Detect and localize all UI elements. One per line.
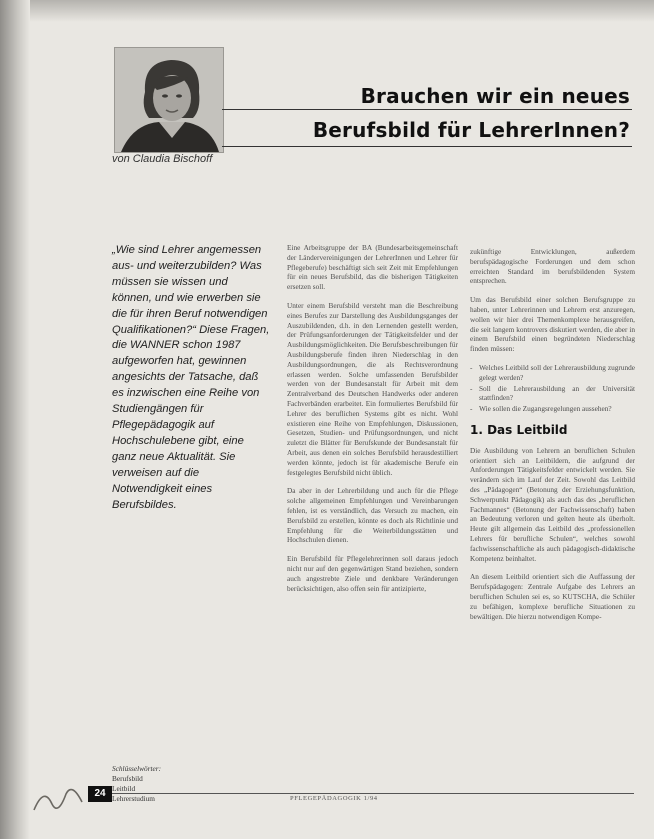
list-item: - Soll die Lehrerausbildung an der Universität stattfinden?: [470, 384, 635, 404]
paragraph: Eine Arbeitsgruppe der BA (Bundesarbeitsgemeinschaft der Ländervereinigungen der LehrerInnen und Lehrer für Pflegeberufe) beschäftigt sich seit Zeit mit Empfehlungen für ein neues Berufsbild, das die bisherigen Tätigkeiten ersetzen soll.: [287, 243, 458, 292]
handwritten-mark: [30, 780, 90, 820]
paragraph: Da aber in der Lehrerbildung und auch für die Pflege solche allgemeinen Empfehlungen und Vereinbarungen fehlen, ist es verständlich, das Versuch zu machen, ein Berufsbild zu erstellen, könnte es doch als Richtlinie und Empfehlung für die Weiterbildungsstätten und Hochschulen dienen.: [287, 486, 458, 545]
keywords-label: Schlüsselwörter:: [112, 764, 162, 773]
paragraph: Ein Berufsbild für Pflegelehrerinnen soll daraus jedoch nicht nur auf den gegenwärtigen Stand beziehen, sondern auch angestrebte Ziele und denkbare Veränderungen berücksichtigen, also offen sein für antizipierte,: [287, 554, 458, 593]
author-photo: [114, 47, 224, 153]
article-title-line2: Berufsbild für LehrerInnen?: [312, 118, 630, 142]
author-byline: von Claudia Bischoff: [112, 153, 213, 165]
title-underline-1: [222, 109, 632, 110]
paragraph: An diesem Leitbild orientiert sich die Auffassung der Berufspädagogen: Zentrale Aufgabe des Lehrers an beruflichen Schulen sei es, so KUTSCHA, die Schüler zu befähigen, komplexe berufliche Situationen zu bewältigen. Die hierzu notwendigen Kompe-: [470, 572, 635, 621]
keywords-box: [112, 764, 161, 804]
paragraph: Unter einem Berufsbild versteht man die Beschreibung eines Berufes zur Darstellung des Ausbildungsganges der Auszubildenden, d.h. in den Lernenden gestellt werden, der Prüfungsanforderungen der Tätigkeitsfelder und der Ausbildungsmöglichkeiten. Die Berufsbeschreibungen für Ausbildungsberufe finden ihren Niederschlag in den Ausbildungsordnungen, die als Rechtsverordnung erlassen werden. Solche umfassenden Berufsbilder werden von der Bundesanstalt für Arbeit mit dem Zentralverband des Deutschen Handwerks oder anderen Fachverbänden erarbeitet. Ein formuliertes Berufsbild für Lehrer des beruflichen Systems gibt es nicht. Wohl existieren eine Reihe von Empfehlungen, Diskussionen, Gesetzen, Studien- und Prüfungsordnungen, und nicht zuletzt die Blätter für Berufskunde der Bundesanstalt für Arbeit, aus denen ein solches Berufsbild herausdestilliert werden könnte, jedoch ist für akademische Berufe ein festgelegtes Berufsbild nicht üblich.: [287, 300, 458, 477]
text-column-2: [287, 243, 458, 602]
list-item: - Welches Leitbild soll der Lehrerausbildung zugrunde gelegt werden?: [470, 363, 635, 383]
journal-footer: PFLEGEPÄDAGOGIK 1/94: [290, 795, 378, 802]
paragraph: Die Ausbildung von Lehrern an beruflichen Schulen orientiert sich an Leitbildern, die aufgrund der Anforderungen Tätigkeitsfelder entwickelt werden. Sie verändern sich im Lauf der Zeit. Sowohl das Leitbild des „Pädagogen“ (Betonung der Erziehungsfunktion, Schwerpunkt Pädagogik) als auch das des „beruflichen Fachmannes“ (Betonung der Fachwissenschaft) haben an Bedeutung verloren und gelten heute als überholt. Heute gilt allgemein das Leitbild des „professionellen Lehrers für berufliche Schulen“, welches sowohl fachwissenschaftliche als auch pädagogisch-didaktische Kompetenz beinhaltet.: [470, 445, 635, 563]
section-heading: 1. Das Leitbild: [470, 422, 568, 437]
list-item: - Wie sollen die Zugangsregelungen aussehen?: [470, 404, 635, 414]
scan-top-shadow: [0, 0, 654, 22]
paragraph: zukünftige Entwicklungen, außerdem berufspädagogische Forderungen und dem schon erreichten Standard im berufsbildenden System entsprechen.: [470, 247, 635, 286]
lead-quote: „Wie sind Lehrer angemessen aus- und weiterzubilden? Was müssen sie wissen und können, und wie erwerben sie die für ihren Beruf notwendigen Qualifikationen?“ Diese Fragen, die WANNER schon 1987 aufgeworfen hat, gewinnen angesichts der Tatsache, daß es inzwischen eine Reihe von Studiengängen für Pflegepädagogik auf Hochschulebene gibt, eine ganz neue Aktualität. Sie verweisen auf die Notwendigkeit eines Berufsbildes.: [112, 244, 270, 511]
keyword: Leitbild: [112, 784, 136, 793]
page-number: 24: [88, 786, 112, 802]
footer-rule: [112, 793, 634, 794]
keyword: Berufsbild: [112, 774, 143, 783]
paragraph: Um das Berufsbild einer solchen Berufsgruppe zu haben, unter Lehrerinnen und Lehrern erst anzuregen, wollen wir hier drei Themenkomplexe herausgreifen, die seit langem kontrovers diskutiert werden, die aber in einem Berufsbild einen begründeten Niederschlag finden müssen:: [470, 295, 635, 354]
keyword: Lehrerstudium: [112, 794, 155, 803]
title-underline-2: [222, 146, 632, 147]
text-column-3: [470, 247, 635, 630]
question-list: [470, 363, 635, 414]
scan-left-edge: [0, 0, 30, 839]
article-title-line1: Brauchen wir ein neues: [360, 84, 630, 108]
